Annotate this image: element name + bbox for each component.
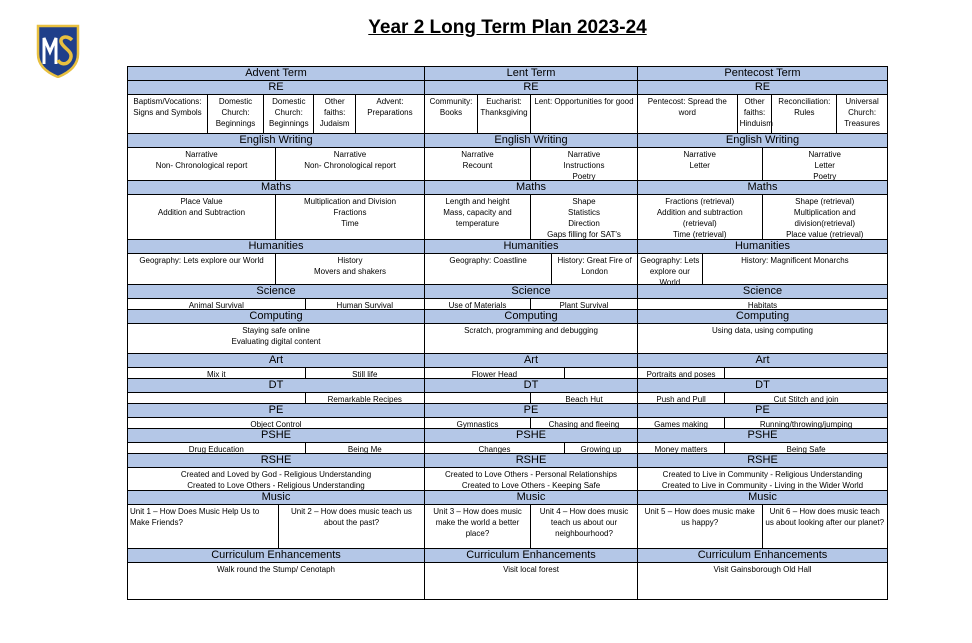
long-term-plan-table [127,66,888,600]
term-heading: Advent Term [128,67,424,81]
computing-cell: Scratch, programming and debugging [464,326,598,335]
pe-cell: Running/throwing/jumping [759,420,853,429]
section-heading: RSHE [425,454,637,468]
dt-cell: Cut Stitch and join [773,395,839,404]
art-row [425,368,637,379]
section-heading: Curriculum Enhancements [638,549,887,563]
pshe-cell: Money matters [638,443,725,453]
pe-cell: Games making [638,418,725,428]
dt-row [425,393,637,404]
english-cell: Narrative Letter Poetry [808,150,841,181]
humanities-cell: Geography: Lets explore our World [128,254,276,284]
pe-row [128,418,424,429]
music-cell: Unit 1 – How Does Music Help Us to Make Friends? [128,505,279,548]
re-cell: Domestic Church: Beginnings [264,95,314,133]
re-cell: Other faiths: Hinduism [738,95,773,133]
maths-cell: Shape (retrieval) Multiplication and division(retrieval) Place value (retrieval) [786,197,864,239]
term-heading: Lent Term [425,67,637,81]
section-heading: PSHE [425,429,637,443]
section-heading: DT [128,379,424,393]
term-column [425,67,638,599]
english-cell: Narrative Non- Chronological report [304,150,396,170]
section-heading: Art [128,354,424,368]
section-heading: RE [425,81,637,95]
section-heading: PE [425,404,637,418]
re-cell: Pentecost: Spread the word [638,95,738,133]
re-cell: Advent: Preparations [367,97,413,117]
enhancement-cell: Visit Gainsborough Old Hall [713,565,812,574]
art-cell: Still life [352,370,378,379]
re-row [425,95,637,134]
term-column [128,67,425,599]
music-cell: Unit 2 – How does music teach us about the past? [290,507,412,527]
pshe-row [128,443,424,454]
humanities-cell: History Movers and shakers [313,256,387,276]
music-cell: Unit 3 – How does music make the world a better place? [425,505,531,548]
music-row [638,505,887,549]
dt-cell: Beach Hut [565,395,603,404]
maths-cell: Fractions (retrieval) Addition and subtraction (retrieval) Time (retrieval) [638,195,763,239]
section-heading: Humanities [128,240,424,254]
section-heading: English Writing [638,134,887,148]
music-row [425,505,637,549]
re-cell: Community: Books [425,95,478,133]
enhancement-row [638,563,887,573]
section-heading: Science [425,285,637,299]
section-heading: English Writing [128,134,424,148]
maths-cell: Shape Statistics Direction Gaps filling for SAT's [547,197,621,239]
section-heading: PE [128,404,424,418]
re-cell: Other faiths: Judaism [314,95,355,133]
section-heading: Science [638,285,887,299]
english-row [638,148,887,181]
maths-cell: Place Value Addition and Subtraction [128,195,276,239]
pe-cell: Chasing and fleeing [548,420,620,429]
section-heading: Art [425,354,637,368]
section-heading: Computing [638,310,887,324]
english-cell: Narrative Recount [425,148,531,180]
pshe-cell: Growing up [580,445,622,454]
section-heading: Music [638,491,887,505]
pshe-row [638,443,887,454]
section-heading: Maths [128,181,424,195]
pshe-cell: Being Safe [786,445,826,454]
section-heading: Music [425,491,637,505]
humanities-row [425,254,637,285]
dt-cell: Remarkable Recipes [327,395,402,404]
humanities-cell: History: Magnificent Monarchs [741,256,849,265]
science-cell: Human Survival [336,301,394,310]
rshe-row [425,468,637,491]
section-heading: Art [638,354,887,368]
section-heading: Computing [128,310,424,324]
music-cell: Unit 5 – How does music make us happy? [638,505,763,548]
pshe-cell: Changes [425,443,565,453]
art-cell: Flower Head [425,368,565,378]
section-heading: Science [128,285,424,299]
computing-cell: Staying safe online Evaluating digital content [231,326,321,346]
enhancement-cell: Walk round the Stump/ Cenotaph [217,565,335,574]
science-cell: Animal Survival [128,299,306,309]
section-heading: Humanities [638,240,887,254]
computing-row [638,324,887,354]
rshe-row [128,468,424,491]
dt-cell [128,393,306,403]
section-heading: RSHE [128,454,424,468]
section-heading: Maths [638,181,887,195]
english-row [128,148,424,181]
re-cell: Universal Church: Treasures [844,97,880,128]
maths-cell: Length and height Mass, capacity and temperature [425,195,531,239]
computing-cell: Using data, using computing [712,326,813,335]
section-heading: PE [638,404,887,418]
humanities-row [638,254,887,285]
computing-row [425,324,637,354]
re-row [128,95,424,134]
art-cell [565,368,637,378]
science-row [638,299,887,310]
pe-row [638,418,887,429]
english-cell: Narrative Instructions Poetry [563,150,605,181]
section-heading: Maths [425,181,637,195]
section-heading: RSHE [638,454,887,468]
section-heading: PSHE [638,429,887,443]
computing-row [128,324,424,354]
pe-row [425,418,637,429]
enhancement-row [425,563,637,573]
pshe-cell: Being Me [347,445,382,454]
maths-cell: Multiplication and Division Fractions Time [303,197,397,228]
art-cell [725,368,887,378]
pshe-cell: Drug Education [128,443,306,453]
humanities-cell: History: Great Fire of London [557,256,632,276]
term-column [638,67,887,599]
pe-cell: Gymnastics [425,418,531,428]
science-cell: Habitats [747,301,778,310]
dt-row [638,393,887,404]
science-cell: Use of Materials [425,299,531,309]
section-heading: English Writing [425,134,637,148]
enhancement-cell: Visit local forest [503,565,559,574]
section-heading: DT [425,379,637,393]
enhancement-row [128,563,424,573]
re-cell: Reconciliation: Rules [772,95,837,133]
pe-cell: Object Control [250,420,302,429]
dt-cell: Push and Pull [638,393,725,403]
science-row [425,299,637,310]
music-row [128,505,424,549]
section-heading: Curriculum Enhancements [425,549,637,563]
english-row [425,148,637,181]
music-cell: Unit 4 – How does music teach us about our neighbourhood? [539,507,629,538]
humanities-row [128,254,424,285]
section-heading: RE [638,81,887,95]
humanities-cell: Geography: Coastline [425,254,552,284]
re-cell: Domestic Church: Beginnings [208,95,264,133]
english-cell: Narrative Letter [638,148,763,180]
science-row [128,299,424,310]
section-heading: Curriculum Enhancements [128,549,424,563]
section-heading: DT [638,379,887,393]
re-cell: Eucharist: Thanksgiving [478,95,531,133]
page-title: Year 2 Long Term Plan 2023-24 [368,17,647,38]
rshe-cell: Created to Love Others - Personal Relationships Created to Love Others - Keeping Safe [444,470,618,490]
term-heading: Pentecost Term [638,67,887,81]
art-cell: Portraits and poses [638,368,725,378]
dt-cell [425,393,531,403]
rshe-cell: Created and Loved by God - Religious Understanding Created to Love Others - Religious Understanding [180,470,372,490]
maths-row [638,195,887,240]
section-heading: RE [128,81,424,95]
re-cell: Baptism/Vocations: Signs and Symbols [128,95,208,133]
maths-row [425,195,637,240]
maths-row [128,195,424,240]
art-row [128,368,424,379]
re-row [638,95,887,134]
section-heading: Computing [425,310,637,324]
science-cell: Plant Survival [559,301,609,310]
section-heading: PSHE [128,429,424,443]
music-cell: Unit 6 – How does music teach us about looking after our planet? [765,507,885,527]
re-cell: Lent: Opportunities for good [534,97,634,106]
rshe-cell: Created to Live in Community - Religious Understanding Created to Live in Community - Living in the Wider World [661,470,864,490]
dt-row [128,393,424,404]
art-cell: Mix it [128,368,306,378]
rshe-row [638,468,887,491]
section-heading: Music [128,491,424,505]
humanities-cell: Geography: Lets explore our World [638,254,703,284]
section-heading: Humanities [425,240,637,254]
art-row [638,368,887,379]
english-cell: Narrative Non- Chronological report [128,148,276,180]
pshe-row [425,443,637,454]
